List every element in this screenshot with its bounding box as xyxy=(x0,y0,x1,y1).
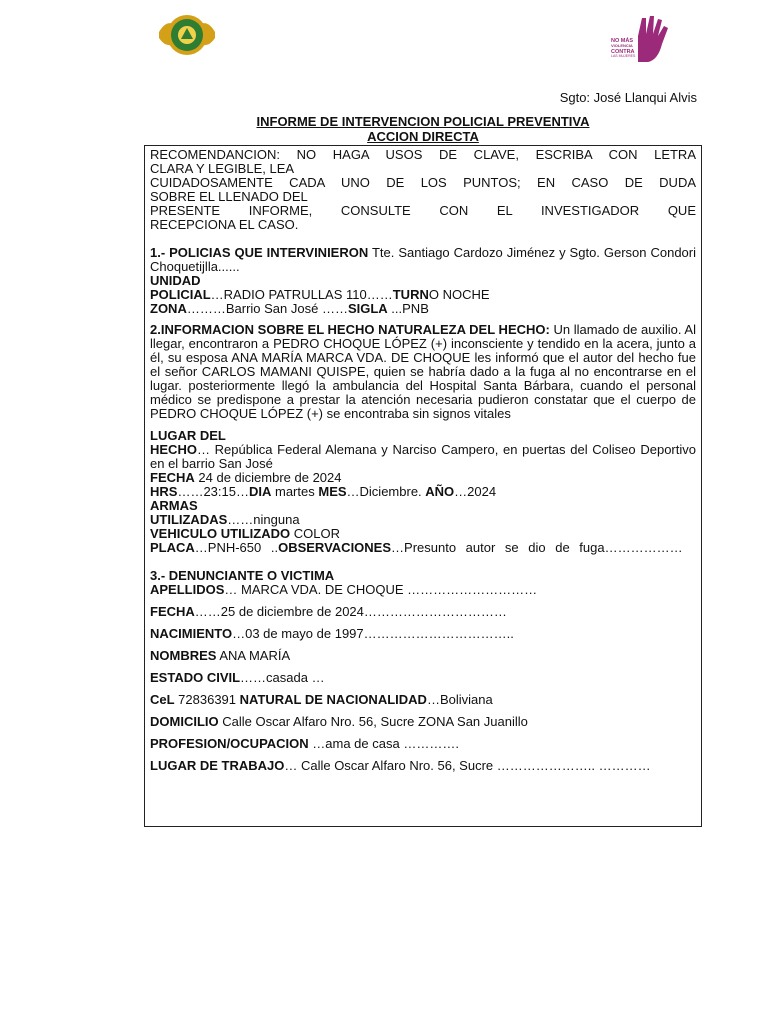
lugar-label-1: LUGAR DEL xyxy=(150,428,226,443)
nombres-label: NOMBRES xyxy=(150,648,217,663)
zona-sigla-line xyxy=(150,302,696,316)
placa-value: …PNH-650 .. xyxy=(194,540,279,555)
armas-label-line xyxy=(150,499,696,513)
cel-label: CeL xyxy=(150,692,175,707)
sigla-value: ...PNB xyxy=(387,301,429,316)
cel-value: 72836391 xyxy=(174,692,240,707)
logo-text-4: LAS MUJERES xyxy=(611,54,636,58)
report-subtitle: ACCION DIRECTA xyxy=(367,129,479,144)
lugar-paragraph xyxy=(150,443,696,471)
turno-label: TURN xyxy=(392,287,429,302)
unidad-label-line xyxy=(150,274,696,288)
police-emblem-logo xyxy=(157,12,217,58)
profesion-value: …ama de casa …………. xyxy=(308,736,459,751)
fecha-line xyxy=(150,471,696,485)
section2-heading: 2.INFORMACION SOBRE EL HECHO NATURALEZA DEL HECHO: xyxy=(150,322,550,337)
fecha-value: 24 de diciembre de 2024 xyxy=(194,470,342,485)
lugar-value: … República Federal Alemana y Narciso Campero, en puertas del Coliseo Deportivo en el barrio San José xyxy=(150,442,696,471)
recommendation-line-3: CUIDADOSAMENTE CADA UNO DE LOS PUNTOS; EN CASO DE DUDA xyxy=(150,175,696,190)
armas-line xyxy=(150,513,696,527)
policial-turno-line xyxy=(150,288,696,302)
author-line: Sgto: José Llanqui Alvis xyxy=(559,90,697,105)
nacimiento-label: NACIMIENTO xyxy=(150,626,233,641)
dia-value: martes xyxy=(271,484,319,499)
report-form-box xyxy=(144,145,702,827)
fecha-label: FECHA xyxy=(150,470,195,485)
observaciones-label: OBSERVACIONES xyxy=(278,540,392,555)
placa-label: PLACA xyxy=(150,540,195,555)
observaciones-value: …Presunto autor se dio de fuga……………… xyxy=(391,540,683,555)
recommendation-line-1: RECOMENDANCION: NO HAGA USOS DE CLAVE, ESCRIBA CON LETRA xyxy=(150,147,696,162)
dia-label: DIA xyxy=(249,484,272,499)
officers-value: Tte. Santiago Cardozo Jiménez y Sgto. Gerson Condori Choquetijlla...... xyxy=(150,245,696,274)
recommendation-line-5: PRESENTE INFORME, CONSULTE CON EL INVESTIGADOR QUE xyxy=(150,203,696,218)
estado-civil-label: ESTADO CIVIL xyxy=(150,670,241,685)
event-narrative: Un llamado de auxilio. Al llegar, encontraron a PEDRO CHOQUE LÓPEZ (+) inconsciente y tendido en la acera, junto a él, su esposa ANA MARÍA MARCA VDA. DE CHOQUE les informó que el autor del hecho fue el señor CARLOS MAMANI QUISPE, quien se habría dado a la fuga al no encontrarse en el lugar. posteriormente llegó la ambulancia del Hospital Santa Bárbara, cuando el personal médico se predispone a prestar la atención necesaria pudieron constatar que el cuerpo de PEDRO CHOQUE LÓPEZ (+) se encontraba sin signos vitales xyxy=(150,322,696,421)
profesion-label: PROFESION/OCUPACION xyxy=(150,736,309,751)
victim-fecha-value: ……25 de diciembre de 2024…………………………… xyxy=(194,604,507,619)
officers-paragraph xyxy=(150,246,696,274)
lugar-trabajo-value: … Calle Oscar Alfaro Nro. 56, Sucre ………………….. ………… xyxy=(284,758,651,773)
anio-label: AÑO xyxy=(425,484,455,499)
lugar-label-2: HECHO xyxy=(150,442,197,457)
policial-value: …RADIO PATRULLAS 110…… xyxy=(210,287,393,302)
nacionalidad-value: …Boliviana xyxy=(426,692,493,707)
lugar-trabajo-label: LUGAR DE TRABAJO xyxy=(150,758,285,773)
recommendation-line-2: CLARA Y LEGIBLE, LEA xyxy=(150,161,295,176)
victim-fecha-line xyxy=(150,605,696,619)
apellidos-line xyxy=(150,583,696,597)
section3-heading-line xyxy=(150,569,696,583)
nombres-value: ANA MARÍA xyxy=(216,648,291,663)
section3-heading: 3.- DENUNCIANTE O VICTIMA xyxy=(150,568,335,583)
victim-fecha-label: FECHA xyxy=(150,604,195,619)
vehiculo-label: VEHICULO UTILIZADO xyxy=(150,526,291,541)
section1-heading: 1.- POLICIAS QUE INTERVINIERON xyxy=(150,245,369,260)
policial-label: POLICIAL xyxy=(150,287,211,302)
unidad-label: UNIDAD xyxy=(150,273,201,288)
anio-value: …2024 xyxy=(454,484,497,499)
cel-nacionalidad-line xyxy=(150,693,696,707)
turno-value: O NOCHE xyxy=(428,287,490,302)
nombres-line xyxy=(150,649,696,663)
sigla-label: SIGLA xyxy=(347,301,388,316)
placa-observaciones-paragraph xyxy=(150,541,696,555)
nacimiento-value: …03 de mayo de 1997…………………………….. xyxy=(232,626,514,641)
nacionalidad-label: NATURAL DE NACIONALIDAD xyxy=(239,692,427,707)
zona-value: ………Barrio San José …… xyxy=(186,301,348,316)
report-title: INFORME DE INTERVENCION POLICIAL PREVENTIVA xyxy=(256,114,590,129)
apellidos-value: … MARCA VDA. DE CHOQUE ………………………… xyxy=(224,582,538,597)
mes-value: …Diciembre. xyxy=(346,484,426,499)
no-violence-campaign-logo xyxy=(608,14,678,64)
logo-text-2: VIOLENCIA xyxy=(611,43,633,48)
logo-text-3: CONTRA xyxy=(611,49,635,55)
armas-label-2: UTILIZADAS xyxy=(150,512,228,527)
vehiculo-line xyxy=(150,527,696,541)
vehiculo-value: COLOR xyxy=(290,526,340,541)
hrs-value: ……23:15… xyxy=(177,484,249,499)
recommendation-line-4: SOBRE EL LLENADO DEL xyxy=(150,189,308,204)
recommendation-line-6: RECEPCIONA EL CASO. xyxy=(150,217,299,232)
hrs-label: HRS xyxy=(150,484,178,499)
domicilio-line xyxy=(150,715,696,729)
armas-value: ……ninguna xyxy=(227,512,300,527)
logo-text-1: NO MÁS xyxy=(611,38,633,44)
domicilio-value: Calle Oscar Alfaro Nro. 56, Sucre ZONA San Juanillo xyxy=(218,714,528,729)
estado-civil-value: ……casada … xyxy=(240,670,325,685)
hrs-line xyxy=(150,485,696,499)
lugar-trabajo-paragraph xyxy=(150,759,696,773)
domicilio-label: DOMICILIO xyxy=(150,714,219,729)
event-narrative-paragraph xyxy=(150,323,696,421)
profesion-line xyxy=(150,737,696,751)
zona-label: ZONA xyxy=(150,301,187,316)
lugar-label-line xyxy=(150,429,696,443)
apellidos-label: APELLIDOS xyxy=(150,582,225,597)
armas-label-1: ARMAS xyxy=(150,498,198,513)
estado-civil-line xyxy=(150,671,696,685)
mes-label: MES xyxy=(318,484,347,499)
nacimiento-line xyxy=(150,627,696,641)
